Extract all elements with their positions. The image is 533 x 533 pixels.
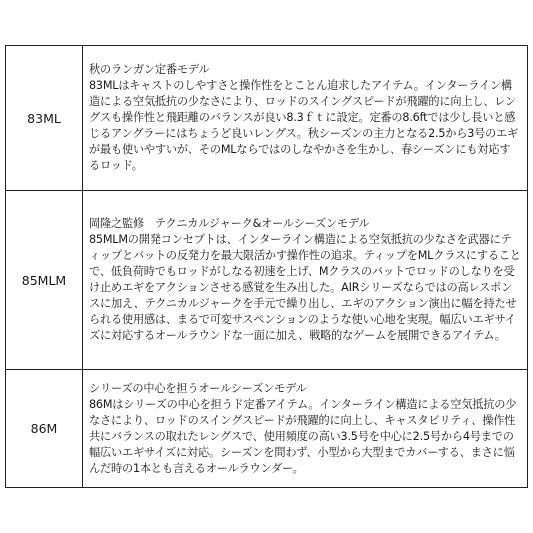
model-name-cell: 85MLM <box>6 191 83 370</box>
model-description-cell <box>83 370 528 488</box>
model-description-cell <box>83 191 528 370</box>
model-description: 86Mはシリーズの中心を担うド定番アイテム。インターライン構造による空気抵抗の少なさにより、ロッドのスイングスピードが飛躍的に向上し、キャスタビリティ、操作性共にバランスの取れたレングスで、使用頻度の高い3.5号を中心に2.5号から4号までの幅広いエギサイズに対応。シーズンを問わず、小型から大型までカバーする、まさに悩んだ時の1本とも言えるオールラウンダー。 <box>89 397 517 475</box>
model-description-cell <box>83 46 528 191</box>
table-row <box>6 191 528 370</box>
table-row <box>6 370 528 488</box>
model-description: 85MLMの開発コンセプトは、インターライン構造による空気抵抗の少なさを武器にティップとバットの反発力を最大限活かす操作性の追求。ティップをMLクラスにすることで、低負荷時でもロッドがしなる初速を上げ、Mクラスのバットでロッドのしなりを受け止めエギをアクションさせる感覚を生み出した。AIRシリーズならではの高レスポンスに加え、テクニカルジャークを手元で繰り出し、エギのアクション演出に幅を持たせられる使用感は、まるで可変サスペンションのような使い心地を実現。幅広いエギサイズに対応するオールラウンドな一面に加え、戦略的なゲームを展開できるアイテム。 <box>89 233 521 342</box>
model-heading: 秋のランガン定番モデル <box>89 63 210 76</box>
model-name-cell: 86M <box>6 370 83 488</box>
model-name-cell: 83ML <box>6 46 83 191</box>
table-row <box>6 46 528 191</box>
model-heading: 岡隆之監修 テクニカルジャーク&オールシーズンモデル <box>89 217 370 230</box>
model-heading: シリーズの中心を担うオールシーズンモデル <box>89 381 307 395</box>
model-spec-table <box>5 45 528 488</box>
model-description: 83MLはキャストのしやすさと操作性をとことん追求したアイテム。インターライン構造による空気抵抗の少なさにより、ロッドのスイングスピードが飛躍的に向上し、レングスも操作性と飛距離のバランスが良い8.3ｆｔに設定。定番の8.6ftでは少し長いと感じるアングラーにはちょうど良いレングス。秋シーズンの主力となる2.5から3号のエギが最も使いやすいが、そのMLならではのしなやかさを生かし、春シーズンにも対応するロッド。 <box>89 79 519 172</box>
